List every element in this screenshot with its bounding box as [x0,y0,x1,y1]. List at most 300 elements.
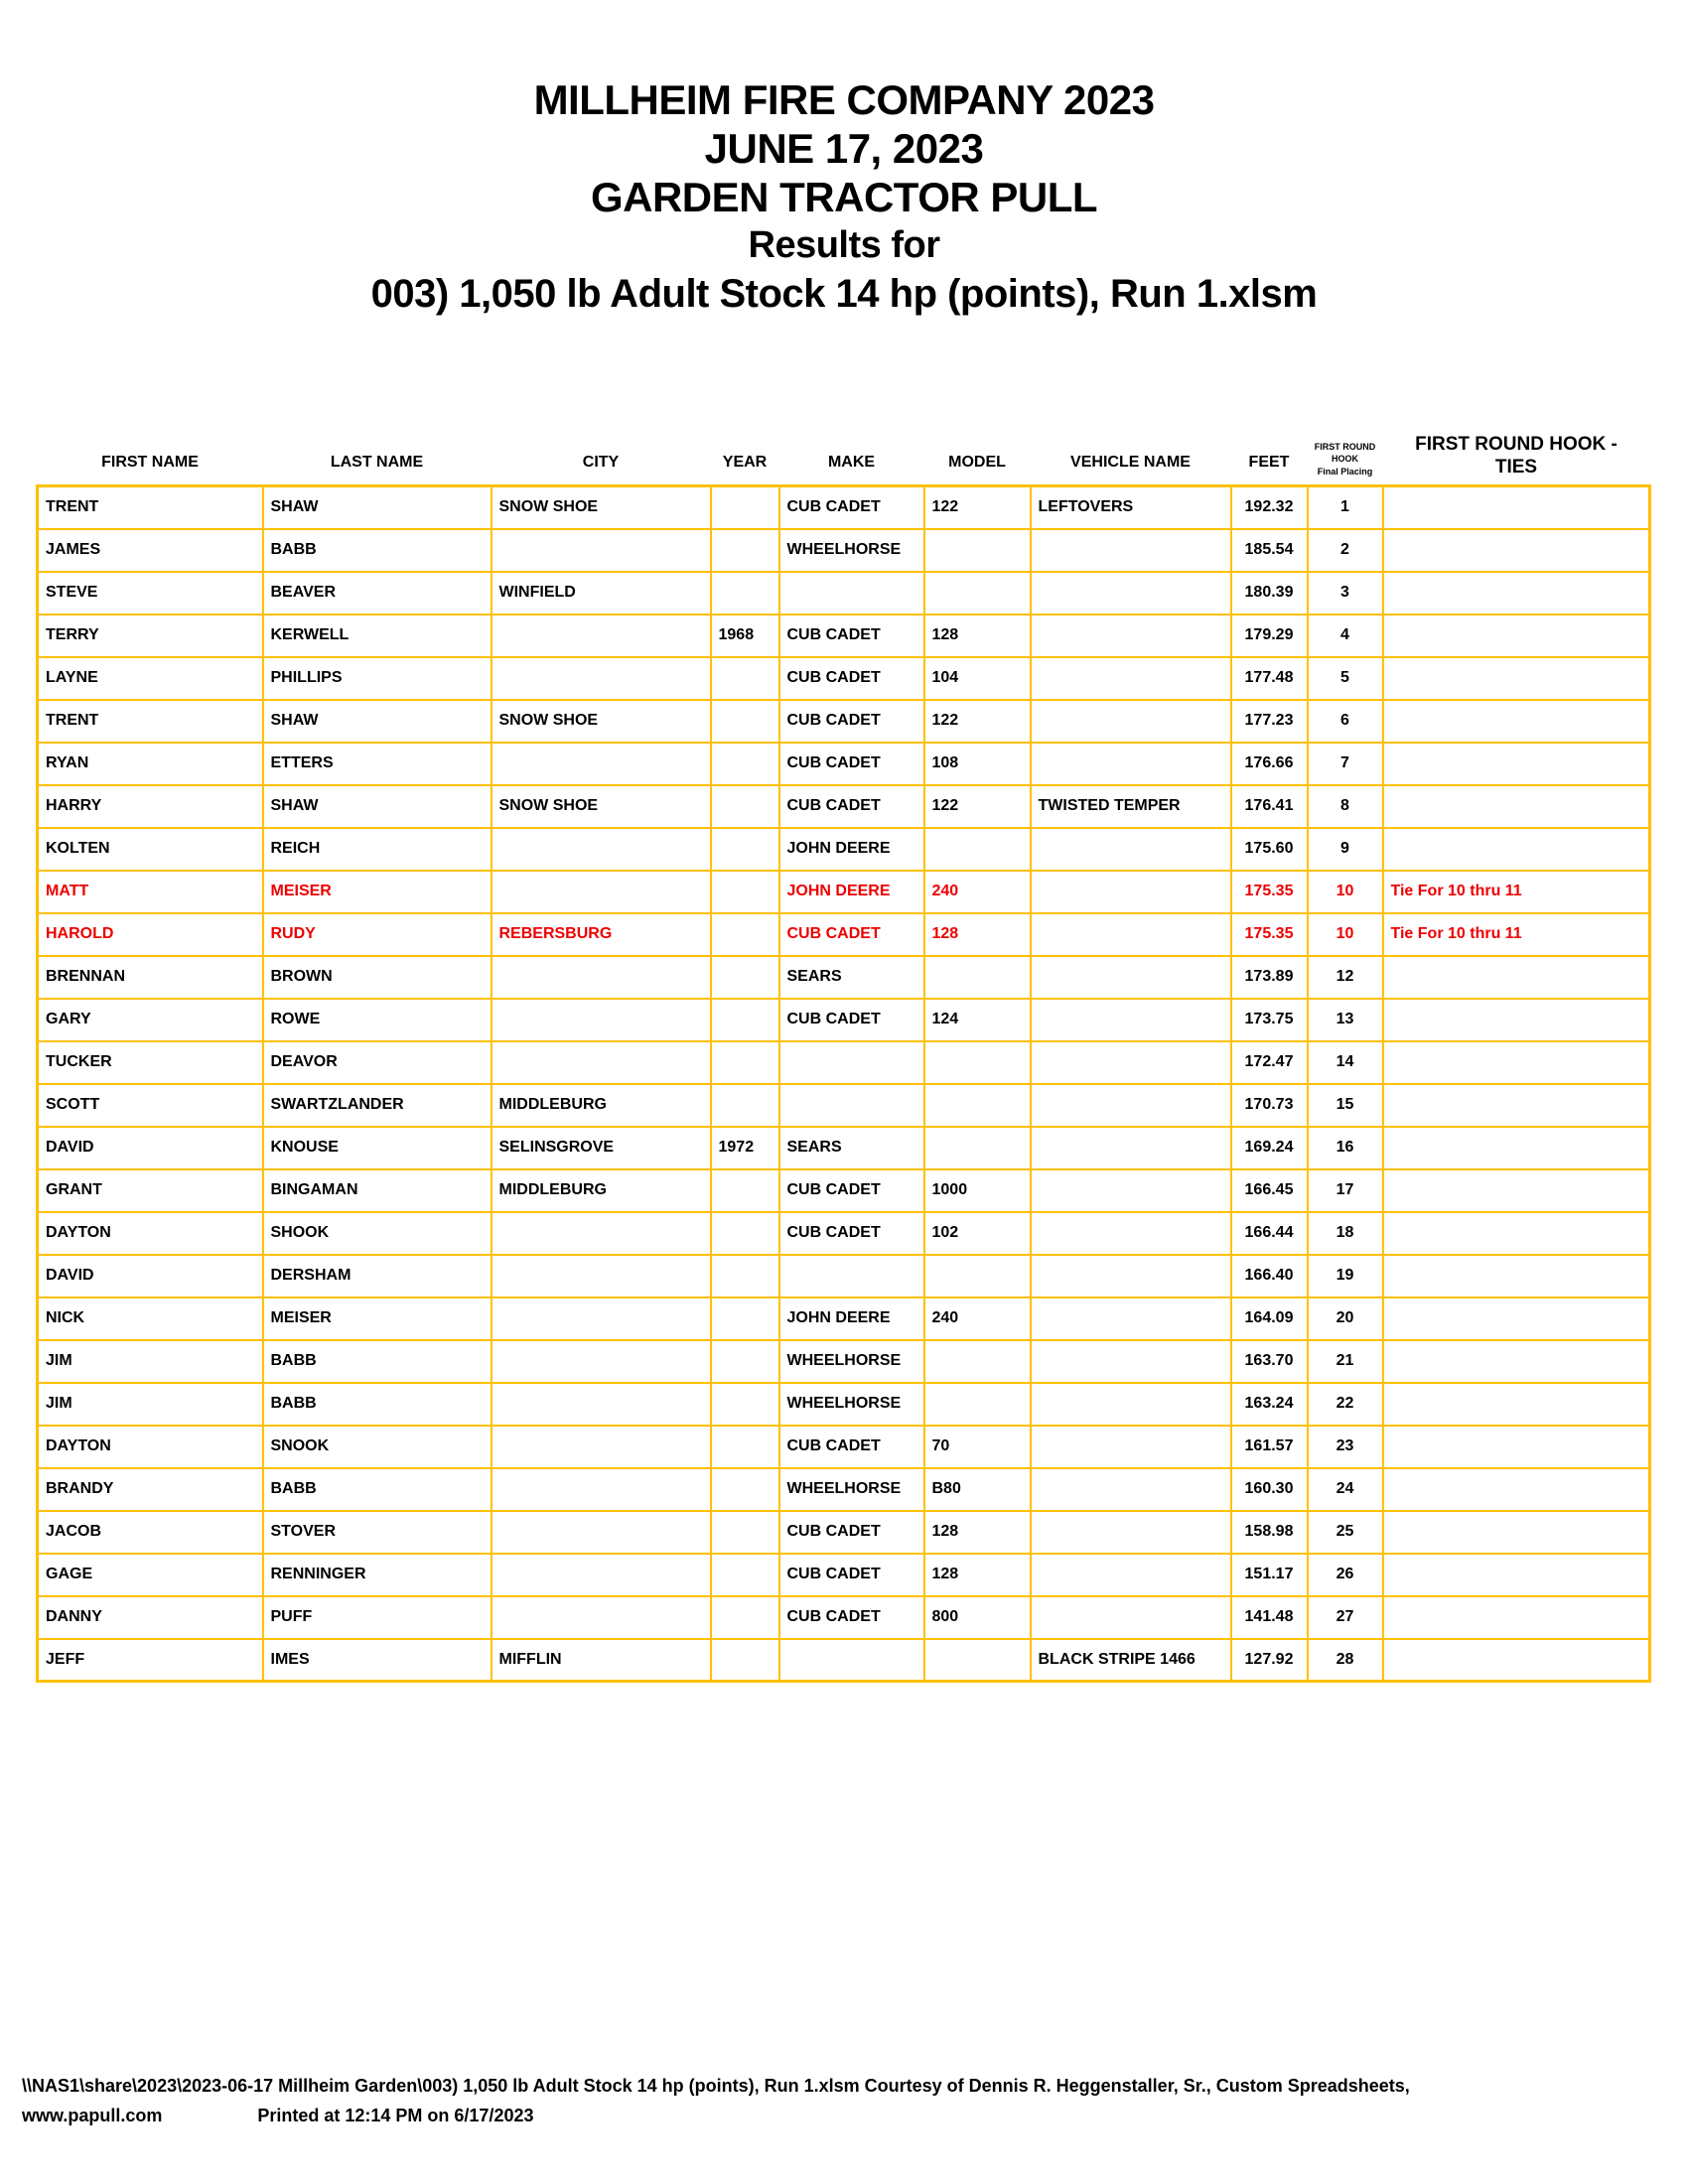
table-row [38,1212,1650,1255]
cell-model [924,1383,1031,1426]
cell-vehicle-name: TWISTED TEMPER [1031,785,1231,828]
cell-year [711,1212,779,1255]
table-row [38,1340,1650,1383]
cell-feet: 180.39 [1231,572,1308,614]
cell-ties [1383,1426,1650,1468]
table-row [38,999,1650,1041]
cell-ties [1383,657,1650,700]
cell-year [711,1639,779,1682]
cell-year [711,1041,779,1084]
cell-feet: 141.48 [1231,1596,1308,1639]
cell-vehicle-name [1031,572,1231,614]
cell-first-name: JAMES [38,529,263,572]
cell-vehicle-name [1031,1383,1231,1426]
cell-ties [1383,1554,1650,1596]
cell-ties [1383,1468,1650,1511]
cell-year [711,1554,779,1596]
table-row [38,1511,1650,1554]
cell-first-name: BRANDY [38,1468,263,1511]
cell-first-name: MATT [38,871,263,913]
cell-make: JOHN DEERE [779,871,924,913]
cell-city [492,1383,711,1426]
cell-ties [1383,1340,1650,1383]
table-row [38,1084,1650,1127]
cell-feet: 176.41 [1231,785,1308,828]
cell-city [492,871,711,913]
cell-vehicle-name [1031,1596,1231,1639]
cell-year [711,871,779,913]
cell-vehicle-name [1031,1169,1231,1212]
cell-city: SNOW SHOE [492,700,711,743]
table-row [38,700,1650,743]
cell-feet: 166.44 [1231,1212,1308,1255]
cell-first-name: SCOTT [38,1084,263,1127]
cell-vehicle-name: BLACK STRIPE 1466 [1031,1639,1231,1682]
cell-feet: 158.98 [1231,1511,1308,1554]
cell-model: 128 [924,1554,1031,1596]
cell-make [779,1639,924,1682]
cell-feet: 160.30 [1231,1468,1308,1511]
cell-year: 1972 [711,1127,779,1169]
cell-placing: 19 [1308,1255,1383,1297]
cell-placing: 1 [1308,486,1383,529]
cell-year [711,572,779,614]
cell-vehicle-name [1031,1255,1231,1297]
cell-model [924,1639,1031,1682]
cell-year [711,486,779,529]
cell-city: SELINSGROVE [492,1127,711,1169]
cell-feet: 166.45 [1231,1169,1308,1212]
cell-vehicle-name [1031,1084,1231,1127]
cell-feet: 163.70 [1231,1340,1308,1383]
table-row [38,828,1650,871]
cell-placing: 14 [1308,1041,1383,1084]
cell-year [711,1340,779,1383]
report-footer [22,2071,1670,2130]
cell-first-name: TUCKER [38,1041,263,1084]
cell-feet: 179.29 [1231,614,1308,657]
cell-city [492,1041,711,1084]
results-table-body [38,486,1650,1682]
cell-last-name: PUFF [263,1596,492,1639]
report-title-block [0,75,1688,319]
table-row [38,1383,1650,1426]
table-row [38,913,1650,956]
cell-ties [1383,529,1650,572]
cell-first-name: DAYTON [38,1212,263,1255]
cell-ties [1383,785,1650,828]
cell-vehicle-name [1031,828,1231,871]
cell-make: CUB CADET [779,1169,924,1212]
cell-ties [1383,1127,1650,1169]
cell-make: CUB CADET [779,614,924,657]
cell-ties [1383,1212,1650,1255]
cell-model [924,529,1031,572]
cell-year [711,743,779,785]
table-row [38,1639,1650,1682]
cell-city [492,1297,711,1340]
cell-year [711,700,779,743]
cell-last-name: MEISER [263,1297,492,1340]
cell-feet: 177.48 [1231,657,1308,700]
col-header-model: MODEL [948,454,1006,471]
cell-last-name: PHILLIPS [263,657,492,700]
cell-last-name: SWARTZLANDER [263,1084,492,1127]
cell-city: REBERSBURG [492,913,711,956]
cell-year [711,999,779,1041]
cell-vehicle-name [1031,1426,1231,1468]
cell-first-name: GRANT [38,1169,263,1212]
cell-last-name: BABB [263,1468,492,1511]
footer-second-line [22,2101,1670,2130]
cell-ties [1383,1639,1650,1682]
cell-feet: 175.35 [1231,871,1308,913]
table-row [38,1596,1650,1639]
cell-make: WHEELHORSE [779,529,924,572]
results-table-header [38,433,1650,486]
cell-make: JOHN DEERE [779,828,924,871]
cell-year [711,1297,779,1340]
cell-vehicle-name [1031,1127,1231,1169]
cell-year [711,1383,779,1426]
cell-last-name: RUDY [263,913,492,956]
cell-model: 108 [924,743,1031,785]
table-row [38,1297,1650,1340]
cell-first-name: RYAN [38,743,263,785]
cell-make: CUB CADET [779,1212,924,1255]
cell-feet: 175.60 [1231,828,1308,871]
cell-city [492,999,711,1041]
col-header-final-placing-label: Final Placing [1317,467,1373,477]
col-header-year: YEAR [722,454,768,471]
cell-make: CUB CADET [779,1511,924,1554]
cell-ties [1383,956,1650,999]
cell-model: 102 [924,1212,1031,1255]
cell-placing: 23 [1308,1426,1383,1468]
cell-model [924,1340,1031,1383]
cell-vehicle-name [1031,1212,1231,1255]
cell-first-name: DAVID [38,1127,263,1169]
col-header-make: MAKE [827,454,876,471]
cell-model: 800 [924,1596,1031,1639]
cell-make: CUB CADET [779,700,924,743]
cell-make: CUB CADET [779,1426,924,1468]
table-row [38,871,1650,913]
cell-last-name: KNOUSE [263,1127,492,1169]
cell-placing: 13 [1308,999,1383,1041]
cell-feet: 176.66 [1231,743,1308,785]
cell-placing: 24 [1308,1468,1383,1511]
cell-city: MIDDLEBURG [492,1169,711,1212]
cell-feet: 170.73 [1231,1084,1308,1127]
table-row [38,529,1650,572]
cell-last-name: SHAW [263,700,492,743]
cell-first-name: JACOB [38,1511,263,1554]
cell-model: 240 [924,1297,1031,1340]
cell-vehicle-name [1031,1041,1231,1084]
cell-last-name: ROWE [263,999,492,1041]
cell-city [492,1426,711,1468]
cell-make: CUB CADET [779,486,924,529]
cell-make: CUB CADET [779,1554,924,1596]
table-row [38,1127,1650,1169]
cell-first-name: TRENT [38,486,263,529]
cell-last-name: KERWELL [263,614,492,657]
table-row [38,1255,1650,1297]
cell-year [711,1255,779,1297]
cell-feet: 173.75 [1231,999,1308,1041]
cell-placing: 25 [1308,1511,1383,1554]
cell-vehicle-name [1031,956,1231,999]
cell-placing: 8 [1308,785,1383,828]
cell-first-name: JIM [38,1340,263,1383]
cell-year [711,785,779,828]
cell-year [711,1511,779,1554]
cell-placing: 6 [1308,700,1383,743]
cell-ties [1383,1297,1650,1340]
cell-last-name: SHOOK [263,1212,492,1255]
cell-make: JOHN DEERE [779,1297,924,1340]
cell-year [711,1169,779,1212]
cell-vehicle-name [1031,700,1231,743]
cell-year: 1968 [711,614,779,657]
cell-placing: 20 [1308,1297,1383,1340]
cell-ties [1383,828,1650,871]
cell-city [492,614,711,657]
cell-model: 240 [924,871,1031,913]
cell-vehicle-name [1031,1554,1231,1596]
cell-ties [1383,743,1650,785]
table-row [38,785,1650,828]
cell-last-name: BABB [263,1383,492,1426]
col-header-city: CITY [582,454,620,471]
table-row [38,486,1650,529]
table-row [38,743,1650,785]
cell-last-name: SHAW [263,785,492,828]
cell-feet: 164.09 [1231,1297,1308,1340]
cell-year [711,913,779,956]
title-class-filename: 003) 1,050 lb Adult Stock 14 hp (points), Run 1.xlsm [370,272,1318,316]
cell-feet: 177.23 [1231,700,1308,743]
col-header-vehicle-name: VEHICLE NAME [1070,454,1191,471]
cell-city [492,529,711,572]
cell-year [711,956,779,999]
cell-model: 128 [924,614,1031,657]
cell-feet: 151.17 [1231,1554,1308,1596]
cell-model: 128 [924,1511,1031,1554]
cell-placing: 10 [1308,871,1383,913]
cell-ties [1383,572,1650,614]
cell-city [492,657,711,700]
cell-city [492,1212,711,1255]
footer-file-path-line: \\NAS1\share\2023\2023-06-17 Millheim Garden\003) 1,050 lb Adult Stock 14 hp (points), Run 1.xlsm Courtesy of Dennis R. Heggenstaller, Sr., Custom Spreadsheets, [22,2076,1410,2096]
cell-placing: 15 [1308,1084,1383,1127]
cell-feet: 172.47 [1231,1041,1308,1084]
cell-city: WINFIELD [492,572,711,614]
cell-vehicle-name [1031,1468,1231,1511]
cell-make [779,572,924,614]
cell-ties [1383,1383,1650,1426]
table-row [38,956,1650,999]
cell-last-name: REICH [263,828,492,871]
cell-year [711,529,779,572]
cell-last-name: BROWN [263,956,492,999]
title-event: GARDEN TRACTOR PULL [590,174,1098,220]
cell-last-name: SNOOK [263,1426,492,1468]
cell-vehicle-name [1031,614,1231,657]
cell-placing: 3 [1308,572,1383,614]
cell-city [492,1468,711,1511]
cell-placing: 18 [1308,1212,1383,1255]
col-header-ties-label: FIRST ROUND HOOK - TIES [1415,434,1618,478]
cell-city [492,1340,711,1383]
cell-city [492,743,711,785]
cell-model: 1000 [924,1169,1031,1212]
cell-placing: 28 [1308,1639,1383,1682]
cell-city: SNOW SHOE [492,486,711,529]
cell-model: 70 [924,1426,1031,1468]
cell-first-name: DAVID [38,1255,263,1297]
cell-vehicle-name [1031,1511,1231,1554]
table-row [38,614,1650,657]
cell-make: CUB CADET [779,999,924,1041]
cell-year [711,1596,779,1639]
cell-feet: 169.24 [1231,1127,1308,1169]
cell-city [492,1255,711,1297]
cell-make: WHEELHORSE [779,1340,924,1383]
col-header-first-name: FIRST NAME [101,454,199,471]
cell-feet: 166.40 [1231,1255,1308,1297]
cell-ties [1383,1041,1650,1084]
cell-first-name: DAYTON [38,1426,263,1468]
cell-placing: 4 [1308,614,1383,657]
table-row [38,657,1650,700]
cell-city [492,828,711,871]
cell-model [924,572,1031,614]
cell-model [924,1127,1031,1169]
cell-year [711,1468,779,1511]
col-header-first-round-hook-label: FIRST ROUND HOOK [1314,442,1376,464]
cell-ties [1383,486,1650,529]
cell-last-name: DERSHAM [263,1255,492,1297]
cell-placing: 17 [1308,1169,1383,1212]
cell-make: SEARS [779,1127,924,1169]
cell-placing: 5 [1308,657,1383,700]
cell-feet: 173.89 [1231,956,1308,999]
cell-placing: 12 [1308,956,1383,999]
col-header-feet: FEET [1248,454,1290,471]
cell-placing: 2 [1308,529,1383,572]
cell-city: MIDDLEBURG [492,1084,711,1127]
cell-placing: 26 [1308,1554,1383,1596]
cell-city: MIFFLIN [492,1639,711,1682]
table-row [38,1426,1650,1468]
cell-model: 124 [924,999,1031,1041]
footer-website: www.papull.com [22,2106,163,2125]
cell-ties [1383,614,1650,657]
cell-year [711,1426,779,1468]
cell-last-name: RENNINGER [263,1554,492,1596]
cell-make: CUB CADET [779,1596,924,1639]
cell-last-name: BABB [263,529,492,572]
cell-ties [1383,1255,1650,1297]
col-header-first-round-hook [1308,433,1383,486]
cell-feet: 175.35 [1231,913,1308,956]
cell-last-name: BINGAMAN [263,1169,492,1212]
table-row [38,1468,1650,1511]
cell-feet: 163.24 [1231,1383,1308,1426]
cell-vehicle-name: LEFTOVERS [1031,486,1231,529]
cell-make: SEARS [779,956,924,999]
cell-ties: Tie For 10 thru 11 [1383,913,1650,956]
cell-first-name: HARRY [38,785,263,828]
cell-first-name: STEVE [38,572,263,614]
cell-first-name: GAGE [38,1554,263,1596]
cell-city [492,956,711,999]
cell-make [779,1255,924,1297]
cell-feet: 192.32 [1231,486,1308,529]
cell-placing: 9 [1308,828,1383,871]
cell-vehicle-name [1031,913,1231,956]
cell-placing: 16 [1308,1127,1383,1169]
cell-model [924,1041,1031,1084]
cell-model [924,828,1031,871]
cell-last-name: IMES [263,1639,492,1682]
cell-ties [1383,1596,1650,1639]
cell-make: CUB CADET [779,913,924,956]
cell-last-name: DEAVOR [263,1041,492,1084]
cell-model [924,956,1031,999]
cell-make [779,1041,924,1084]
cell-ties [1383,700,1650,743]
cell-first-name: TRENT [38,700,263,743]
col-header-last-name: LAST NAME [330,454,424,471]
cell-model: 122 [924,486,1031,529]
cell-model: 122 [924,785,1031,828]
cell-model [924,1255,1031,1297]
cell-last-name: STOVER [263,1511,492,1554]
cell-first-name: LAYNE [38,657,263,700]
cell-ties [1383,1084,1650,1127]
results-table [36,433,1651,1683]
cell-vehicle-name [1031,1297,1231,1340]
cell-ties [1383,1169,1650,1212]
cell-last-name: ETTERS [263,743,492,785]
cell-last-name: SHAW [263,486,492,529]
table-row [38,1554,1650,1596]
cell-ties [1383,1511,1650,1554]
cell-feet: 185.54 [1231,529,1308,572]
cell-last-name: BABB [263,1340,492,1383]
cell-first-name: TERRY [38,614,263,657]
cell-feet: 127.92 [1231,1639,1308,1682]
cell-placing: 22 [1308,1383,1383,1426]
cell-make: WHEELHORSE [779,1383,924,1426]
cell-make [779,1084,924,1127]
col-header-ties [1383,433,1650,486]
cell-year [711,657,779,700]
cell-placing: 10 [1308,913,1383,956]
cell-first-name: BRENNAN [38,956,263,999]
cell-city [492,1596,711,1639]
cell-placing: 21 [1308,1340,1383,1383]
cell-first-name: KOLTEN [38,828,263,871]
title-date: JUNE 17, 2023 [704,125,984,172]
cell-last-name: MEISER [263,871,492,913]
cell-vehicle-name [1031,999,1231,1041]
cell-vehicle-name [1031,743,1231,785]
cell-city [492,1511,711,1554]
